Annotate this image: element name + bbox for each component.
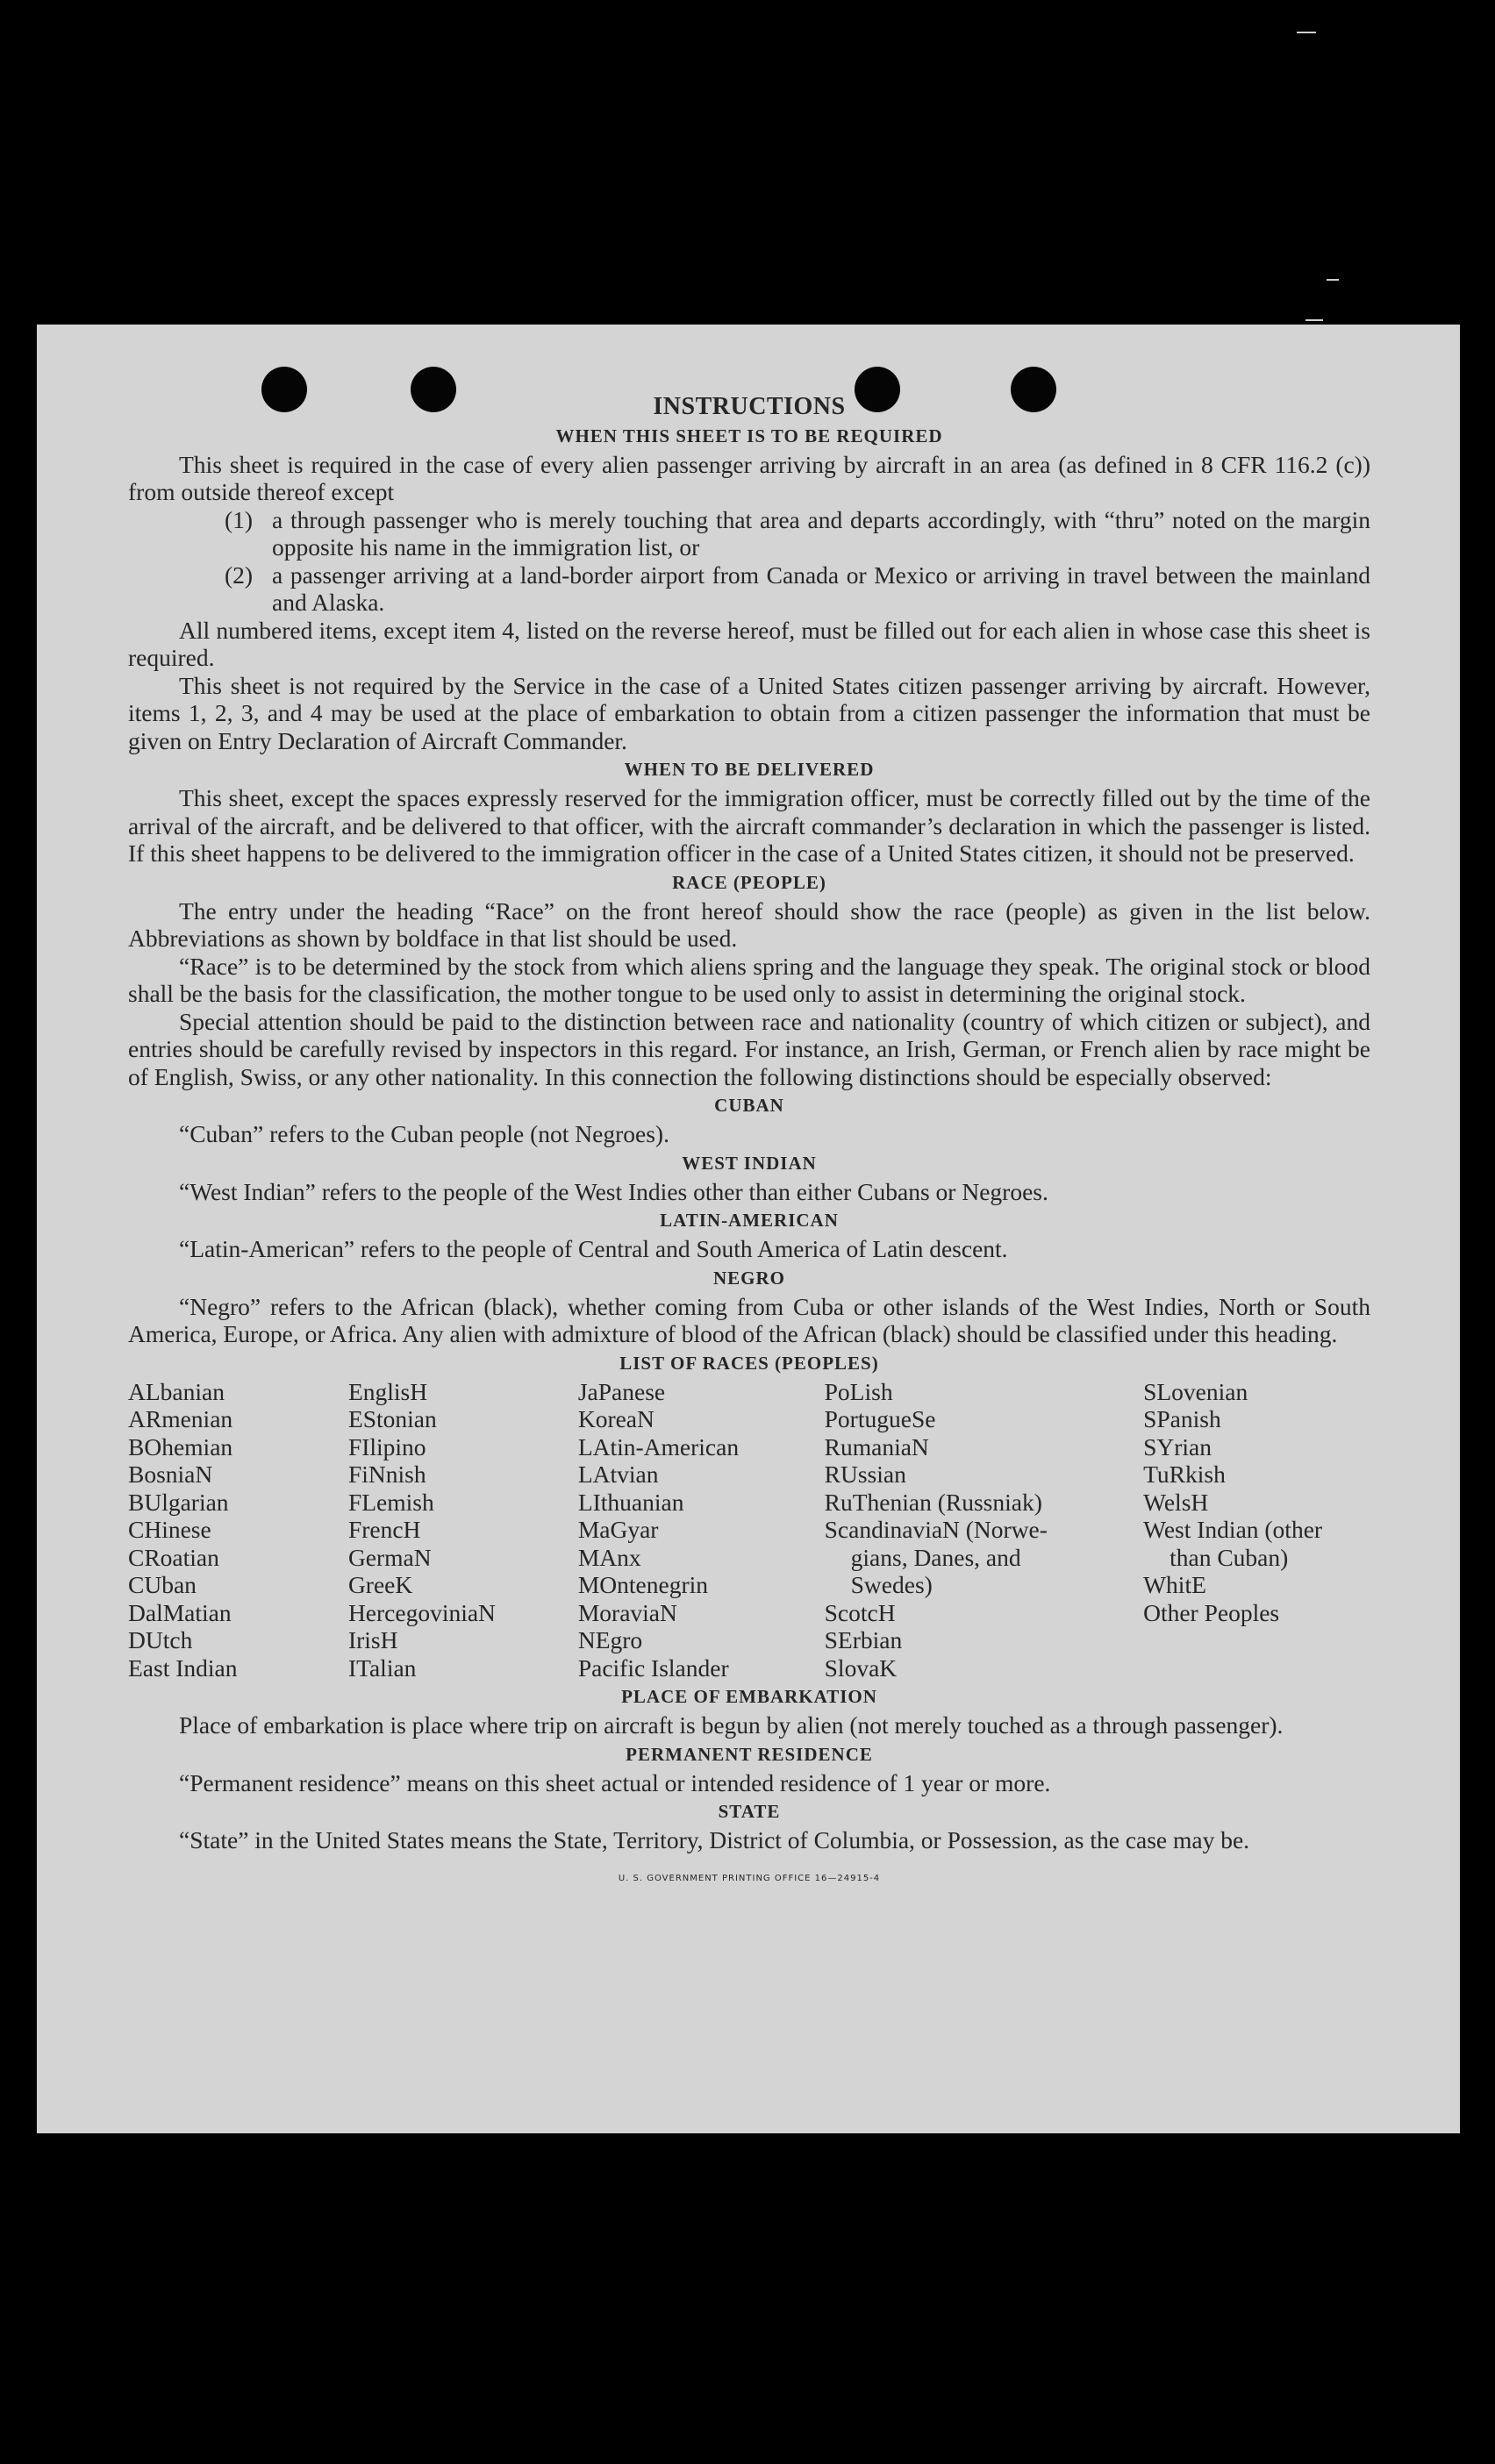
section-heading-when-required: WHEN THIS SHEET IS TO BE REQUIRED <box>555 425 943 446</box>
paragraph: “Permanent residence” means on this sheet actual or intended residence of 1 year or more. <box>179 1768 1051 1796</box>
races-table <box>128 1378 1370 1682</box>
document-content <box>128 393 1370 1892</box>
race-entry: BUlgarian <box>128 1488 229 1516</box>
race-entry: WhitE <box>1143 1571 1206 1598</box>
item-number: (1) <box>225 505 254 533</box>
race-entry: RumaniaN <box>824 1432 929 1461</box>
race-entry: NEgro <box>577 1626 643 1653</box>
section-heading-list-of-races: LIST OF RACES (PEOPLES) <box>619 1352 879 1374</box>
race-entry: TuRkish <box>1143 1461 1226 1488</box>
race-entry: FrencH <box>347 1516 421 1543</box>
race-entry: LIthuanian <box>577 1488 684 1516</box>
race-entry: DalMatian <box>128 1598 232 1626</box>
race-entry: SPanish <box>1143 1405 1221 1432</box>
section-heading-cuban: CUBAN <box>714 1095 784 1116</box>
race-entry: FLemish <box>347 1488 434 1516</box>
paragraph: “Latin-American” refers to the people of Central and South America of Latin descent. <box>179 1235 1008 1262</box>
race-entry: SYrian <box>1143 1432 1212 1461</box>
section-heading-residence: PERMANENT RESIDENCE <box>626 1743 873 1765</box>
paragraph: “Race” is to be determined by the stock from which aliens spring and the language they speak. The original stock or blood shall be the basis for the classification, the mother tongue to be used only to assist in determining the original stock. <box>128 952 1370 1007</box>
race-entry: PoLish <box>824 1377 893 1405</box>
race-entry: MAnx <box>577 1543 641 1571</box>
paragraph: The entry under the heading “Race” on the front hereof should show the race (people) as given in the list below. Abbreviations as shown by boldface in that list should be used. <box>128 896 1370 952</box>
race-entry: EStonian <box>347 1405 437 1432</box>
race-entry: Other Peoples <box>1143 1598 1280 1626</box>
race-entry: West Indian (other <box>1143 1516 1323 1543</box>
scan-artifact <box>1305 319 1323 321</box>
race-entry: BosniaN <box>128 1461 213 1488</box>
races-column <box>825 1378 1143 1682</box>
section-heading-embarkation: PLACE OF EMBARKATION <box>621 1686 877 1707</box>
race-entry: CHinese <box>128 1516 211 1543</box>
section-heading-when-delivered: WHEN TO BE DELIVERED <box>624 759 875 780</box>
race-entry: SlovaK <box>824 1653 898 1682</box>
race-entry-continuation: Swedes) <box>850 1571 933 1598</box>
race-entry: CUban <box>128 1571 197 1598</box>
race-entry: GermaN <box>347 1543 432 1571</box>
race-entry: KoreaN <box>577 1405 655 1432</box>
section-heading-west-indian: WEST INDIAN <box>682 1152 817 1174</box>
paragraph: Place of embarkation is place where trip on aircraft is begun by alien (not merely touched as a through passenger). <box>179 1711 1284 1739</box>
paragraph: This sheet is required in the case of every alien passenger arriving by aircraft in an area (as defined in 8 CFR 116.2 (c)) from outside thereof except <box>128 450 1370 505</box>
list-item <box>225 561 1370 617</box>
document-page <box>37 325 1460 2133</box>
race-entry: ScotcH <box>824 1598 896 1626</box>
race-entry: RuThenian (Russniak) <box>824 1488 1042 1516</box>
scan-artifact <box>1297 32 1316 33</box>
scan-artifact <box>1327 279 1339 281</box>
paragraph: “State” in the United States means the State, Territory, District of Columbia, or Possession, as the case may be. <box>179 1826 1250 1853</box>
race-entry: CRoatian <box>128 1543 219 1571</box>
race-entry: IrisH <box>347 1626 398 1653</box>
printer-imprint: U. S. GOVERNMENT PRINTING OFFICE 16—24915-4 <box>618 1873 881 1883</box>
race-entry: DUtch <box>128 1626 193 1653</box>
item-number: (2) <box>225 561 254 589</box>
race-entry: GreeK <box>347 1571 413 1598</box>
section-heading-race: RACE (PEOPLE) <box>672 871 826 893</box>
section-heading-negro: NEGRO <box>712 1267 785 1289</box>
race-entry: RUssian <box>824 1461 906 1488</box>
page-title: INSTRUCTIONS <box>653 393 846 420</box>
item-text: a through passenger who is merely touching that area and departs accordingly, with “thru” noted on the margin opposite his name in the immigration list, or <box>272 505 1370 561</box>
race-entry: East Indian <box>128 1653 238 1682</box>
list-item <box>225 506 1370 561</box>
item-text: a passenger arriving at a land-border airport from Canada or Mexico or arriving in travel between the mainland and Alaska. <box>272 561 1370 616</box>
section-heading-latin-american: LATIN-AMERICAN <box>660 1210 839 1231</box>
races-column <box>578 1378 825 1682</box>
race-entry: PortugueSe <box>824 1405 936 1432</box>
race-entry: JaPanese <box>577 1377 666 1405</box>
race-entry-continuation: than Cuban) <box>1170 1543 1289 1571</box>
paragraph: This sheet, except the spaces expressly reserved for the immigration officer, must be correctly filled out by the time of the arrival of the aircraft, and be delivered to that officer, with the aircraft commander’s declaration in which the passenger is listed. If this sheet happens to be delivered to the immigration officer in the case of a United States citizen, it should not be preserved. <box>128 784 1370 867</box>
race-entry: LAtin-American <box>577 1432 740 1461</box>
race-entry: HercegoviniaN <box>347 1598 496 1626</box>
race-entry: ITalian <box>347 1653 417 1682</box>
paragraph: This sheet is not required by the Service in the case of a United States citizen passenger arriving by aircraft. However, items 1, 2, 3, and 4 may be used at the place of embarkation to obtain from a citizen passenger the information that must be given on Entry Declaration of Aircraft Commander. <box>128 671 1370 754</box>
race-entry: FiNnish <box>347 1461 426 1488</box>
race-entry: EnglisH <box>347 1377 428 1405</box>
paragraph: “Negro” refers to the African (black), whether coming from Cuba or other islands of the West Indies, North or South America, Europe, or Africa. Any alien with admixture of blood of the African (black) should be classified under this heading. <box>128 1292 1370 1347</box>
race-entry: SLovenian <box>1143 1377 1248 1405</box>
race-entry-continuation: gians, Danes, and <box>850 1543 1021 1571</box>
race-entry: MOntenegrin <box>577 1571 708 1598</box>
race-entry: MoraviaN <box>577 1598 677 1626</box>
race-entry: ScandinaviaN (Norwe- <box>824 1516 1048 1543</box>
race-entry: FIlipino <box>347 1432 426 1461</box>
race-entry: ALbanian <box>128 1377 225 1405</box>
race-entry: BOhemian <box>128 1432 233 1461</box>
paragraph: “West Indian” refers to the people of the West Indies other than either Cubans or Negroes. <box>179 1177 1048 1205</box>
race-entry: LAtvian <box>577 1461 659 1488</box>
race-entry: ARmenian <box>128 1405 233 1432</box>
races-column <box>348 1378 578 1682</box>
races-column <box>1143 1378 1370 1682</box>
race-entry: SErbian <box>824 1626 903 1653</box>
paragraph: Special attention should be paid to the distinction between race and nationality (country of which citizen or subject), and entries should be carefully revised by inspectors in this regard. For instance, an Irish, German, or French alien by race might be of English, Swiss, or any other nationality. In this connection the following distinctions should be especially observed: <box>128 1007 1370 1090</box>
paragraph: “Cuban” refers to the Cuban people (not Negroes). <box>179 1120 669 1147</box>
section-heading-state: STATE <box>718 1801 781 1822</box>
race-entry: MaGyar <box>577 1516 659 1543</box>
race-entry: Pacific Islander <box>577 1653 729 1682</box>
race-entry: WelsH <box>1143 1488 1209 1516</box>
paragraph: All numbered items, except item 4, listed on the reverse hereof, must be filled out for each alien in whose case this sheet is required. <box>128 616 1370 671</box>
races-column <box>128 1378 348 1682</box>
